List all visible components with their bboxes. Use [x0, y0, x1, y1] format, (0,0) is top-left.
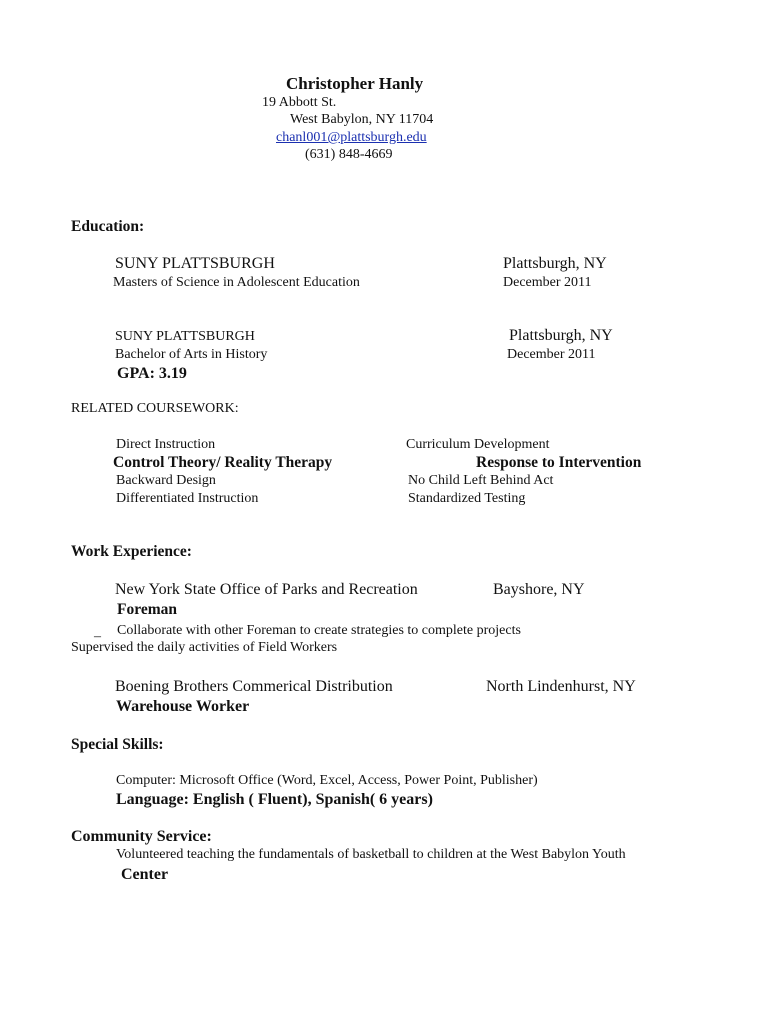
phone-number: (631) 848-4669	[305, 147, 393, 162]
email-link[interactable]: chanl001@plattsburgh.edu	[276, 130, 427, 145]
community-text: Volunteered teaching the fundamentals of basketball to children at the West Babylon Youth	[116, 847, 626, 862]
address-street: 19 Abbott St.	[262, 95, 337, 110]
education-date-2: December 2011	[507, 347, 596, 362]
job-bullet: Supervised the daily activities of Field Workers	[71, 640, 338, 655]
education-location-2: Plattsburgh, NY	[509, 327, 613, 344]
job-title-2: Warehouse Worker	[116, 698, 250, 715]
job-location-1: Bayshore, NY	[493, 581, 585, 598]
job-employer-2: Boening Brothers Commerical Distribution	[115, 678, 393, 695]
education-degree-2: Bachelor of Arts in History	[115, 347, 268, 362]
course-item: No Child Left Behind Act	[408, 473, 554, 488]
education-gpa: GPA: 3.19	[117, 365, 187, 382]
address-city: West Babylon, NY 11704	[290, 112, 434, 127]
coursework-heading: RELATED COURSEWORK:	[71, 401, 239, 416]
skills-language: Language: English ( Fluent), Spanish( 6 years)	[116, 791, 433, 808]
course-item: Curriculum Development	[406, 437, 550, 452]
work-heading: Work Experience:	[71, 543, 192, 560]
course-item: Backward Design	[116, 473, 216, 488]
education-date-1: December 2011	[503, 275, 592, 290]
resume-name: Christopher Hanly	[286, 74, 424, 93]
course-item: Standardized Testing	[408, 491, 526, 506]
education-degree-1: Masters of Science in Adolescent Education	[113, 275, 360, 290]
job-location-2: North Lindenhurst, NY	[486, 678, 636, 695]
job-bullet: Collaborate with other Foreman to create strategies to complete projects	[117, 623, 521, 638]
course-item: Response to Intervention	[476, 454, 642, 471]
course-item: Control Theory/ Reality Therapy	[113, 454, 333, 471]
course-item: Differentiated Instruction	[116, 491, 259, 506]
education-location-1: Plattsburgh, NY	[503, 255, 607, 272]
education-heading: Education:	[71, 218, 145, 235]
education-school-2: SUNY PLATTSBURGH	[115, 329, 255, 344]
job-employer-1: New York State Office of Parks and Recreation	[115, 581, 418, 598]
skills-computer: Computer: Microsoft Office (Word, Excel, Access, Power Point, Publisher)	[116, 773, 538, 788]
community-text-continued: Center	[121, 866, 169, 883]
skills-heading: Special Skills:	[71, 736, 164, 753]
education-school-1: SUNY PLATTSBURGH	[115, 255, 275, 272]
job-title-1: Foreman	[117, 601, 177, 618]
bullet-dash: –	[94, 629, 101, 644]
community-heading: Community Service:	[71, 828, 212, 845]
course-item: Direct Instruction	[116, 437, 216, 452]
